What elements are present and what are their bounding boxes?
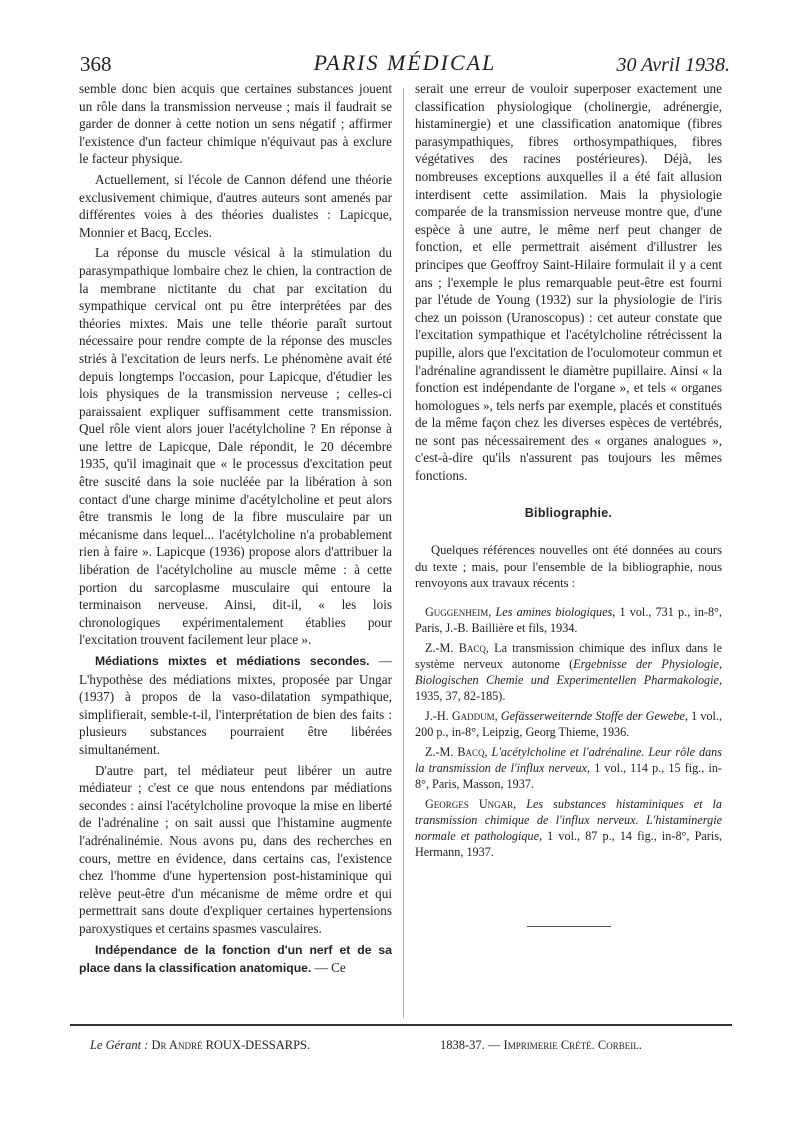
bibliography-entry: Georges Ungar, Les substances histaminiques et la transmission chimique de l'influx nerveux. L'histaminergie normale et pathologique, 1 vol., 87 p., 14 fig., in-8°, Paris, Hermann, 1937.: [415, 796, 723, 859]
paragraph: Actuellement, si l'école de Cannon défend une théorie exclusivement chimique, d'autres auteurs sont amenés par différentes voies à des théories dualistes : Lapicque, Monnier et Bacq, Eccles.: [79, 171, 392, 240]
footer-gerant: [90, 1038, 310, 1053]
page-number: 368: [80, 52, 112, 76]
printer-name: — Imprimerie Crété. Corbeil.: [487, 1038, 642, 1052]
paragraph: semble donc bien acquis que certaines substances jouent un rôle dans la transmission nerveuse ; mais il faudrait se garder de donner à cette notion un sens négatif ; affirmer l'existence d'un facteur chimique n'équivaut pas à exclure le facteur physique.: [79, 81, 392, 167]
gerant-label: Le Gérant :: [90, 1038, 149, 1052]
section-heading: Indépendance de la fonction d'un nerf et de sa place dans la classification anatomique.: [79, 942, 392, 976]
bibliography-entry: Z.-M. Bacq, L'acétylcholine et l'adrénaline. Leur rôle dans la transmission de l'influx nerveux, 1 vol., 114 p., 15 fig., in-8°, Paris, Masson, 1937.: [415, 744, 723, 791]
footer-rule: [70, 1024, 732, 1026]
page-header: [80, 50, 730, 84]
left-column: [79, 80, 392, 978]
paragraph-text: — Ce: [311, 960, 346, 976]
paragraph: [79, 652, 392, 759]
print-code: 1838-37.: [440, 1038, 485, 1052]
gerant-name: Dr André ROUX-DESSARPS.: [151, 1038, 311, 1052]
column-divider: [403, 88, 404, 1018]
bibliography-entry: Z.-M. Bacq, La transmission chimique des influx dans le système nerveux autonome (Ergebnisse der Physiologie, Biologischen Chemie und Experimentellen Pharmakologie, 1935, 37, 82-185).: [415, 640, 722, 703]
right-column: [415, 80, 722, 927]
footer-printer: [440, 1038, 642, 1053]
bibliography-entry: J.-H. Gaddum, Gefässerweiternde Stoffe der Gewebe, 1 vol., 200 p., in-8°, Leipzig, Georg Thieme, 1936.: [415, 708, 722, 739]
end-rule: [527, 926, 611, 927]
paragraph-text: — L'hypothèse des médiations mixtes, proposée par Ungar (1937) à propos de la vaso-dilatation sympathique, simplifierait, semble-t-il, l'interprétation de bien des faits : plusieurs substances pourraient être libérées simultanément.: [79, 653, 392, 757]
paragraph: La réponse du muscle vésical à la stimulation du parasympathique lombaire chez le chien, la contraction de la membrane nictitante du chat par excitation du sympathique cervical ont pu être interprétées par des théories mixtes. Mais une telle théorie paraît surtout nécessaire pour rendre compte de la réponse des muscles striés à l'excitation de leurs nerfs. Le phénomène avait été depuis longtemps l'occasion, pour Lapicque, d'étudier les lois physiques de la transmission nerveuse ; celles-ci paraissaient expliquer suffisamment cette transmission. Quel rôle vient alors jouer l'acétylcholine ? En réponse à une lettre de Lapicque, Dale répondit, le 20 décembre 1935, qu'il imaginait que « le processus d'excitation peut être suscité dans la soie nucléée par la libération à son contact d'une charge minime d'acétylcholine et peut alors être transmis le long de la fibre musculaire par un mécanisme dans lequel... l'acétylcholine n'a probablement rien à faire ». Lapicque (1936) propose alors d'attribuer la libération de l'acétylcholine au muscle même : à cette portion du sarcoplasme musculaire qui entoure la terminaison nerveuse. Ainsi, dit-il, « les lois chronologiques expérimentalement établies pour l'excitation trouvent facilement leur place ».: [79, 245, 392, 648]
section-heading: Médiations mixtes et médiations secondes.: [95, 654, 370, 668]
issue-date: 30 Avril 1938.: [616, 54, 730, 76]
bibliography-title: Bibliographie.: [524, 505, 613, 520]
paragraph: serait une erreur de vouloir superposer exactement une classification physiologique (cholinergie, adrénergie, histaminergie) et une classification anatomique (fibres parasympathiques, fibres orthosympathiques, fibres végétatives des racines postérieures). Déjà, les nombreuses exceptions auxquelles il a été fait allusion interdisent cette assimilation. Mais la physiologie comparée de la transmission nerveuse montre que, d'une espèce à une autre, le même nerf peut changer de fonction, et elle permettrait aisément d'illustrer les principes que Geoffroy Saint-Hilaire formulait il y a cent ans ; l'exemple le plus remarquable peut-être est fourni par l'étude de Young (1932) sur la physiologie de l'iris chez un poisson (Uranoscopus) : cet auteur constate que l'excitation sympathique et l'acétylcholine rétrécissent la pupille, alors que l'excitation de l'oculomoteur commun et l'adrénaline agrandissent le diamètre pupillaire. Ainsi « la fonction est indépendante de l'organe », et tels « organes homologues », tels nerfs par exemple, placés et constitués de la même façon chez les diverses espèces de vertébrés, ne sont pas nécessairement des « organes analogues », c'est-à-dire qu'ils n'assurent pas toujours les mêmes fonctions.: [415, 81, 722, 484]
paragraph: [79, 941, 392, 978]
bibliography-entry: Guggenheim, Les amines biologiques, 1 vol., 731 p., in-8°, Paris, J.-B. Baillière et fils, 1934.: [415, 604, 722, 635]
paragraph: D'autre part, tel médiateur peut libérer un autre médiateur ; c'est ce que nous entendons par médiations secondes : ainsi l'acétylcholine provoque la mise en liberté de l'adrénaline ; on sait aussi que l'histamine augmente l'adrénalinémie. Nous avons pu, dans des recherches en cours, mettre en évidence, dans certains cas, l'existence chez l'homme d'une hypertension post-histaminique qui relève peut-être d'un mécanisme de même ordre et qui permettrait sans doute d'expliquer certaines hypertensions paroxystiques et certains spasmes vasculaires.: [79, 762, 392, 936]
journal-title: PARIS MÉDICAL: [313, 50, 497, 75]
bibliography-list: [415, 604, 722, 860]
bibliography-intro: Quelques références nouvelles ont été données au cours du texte ; mais, pour l'ensemble de la bibliographie, nous renvoyons aux travaux récents :: [415, 543, 722, 591]
